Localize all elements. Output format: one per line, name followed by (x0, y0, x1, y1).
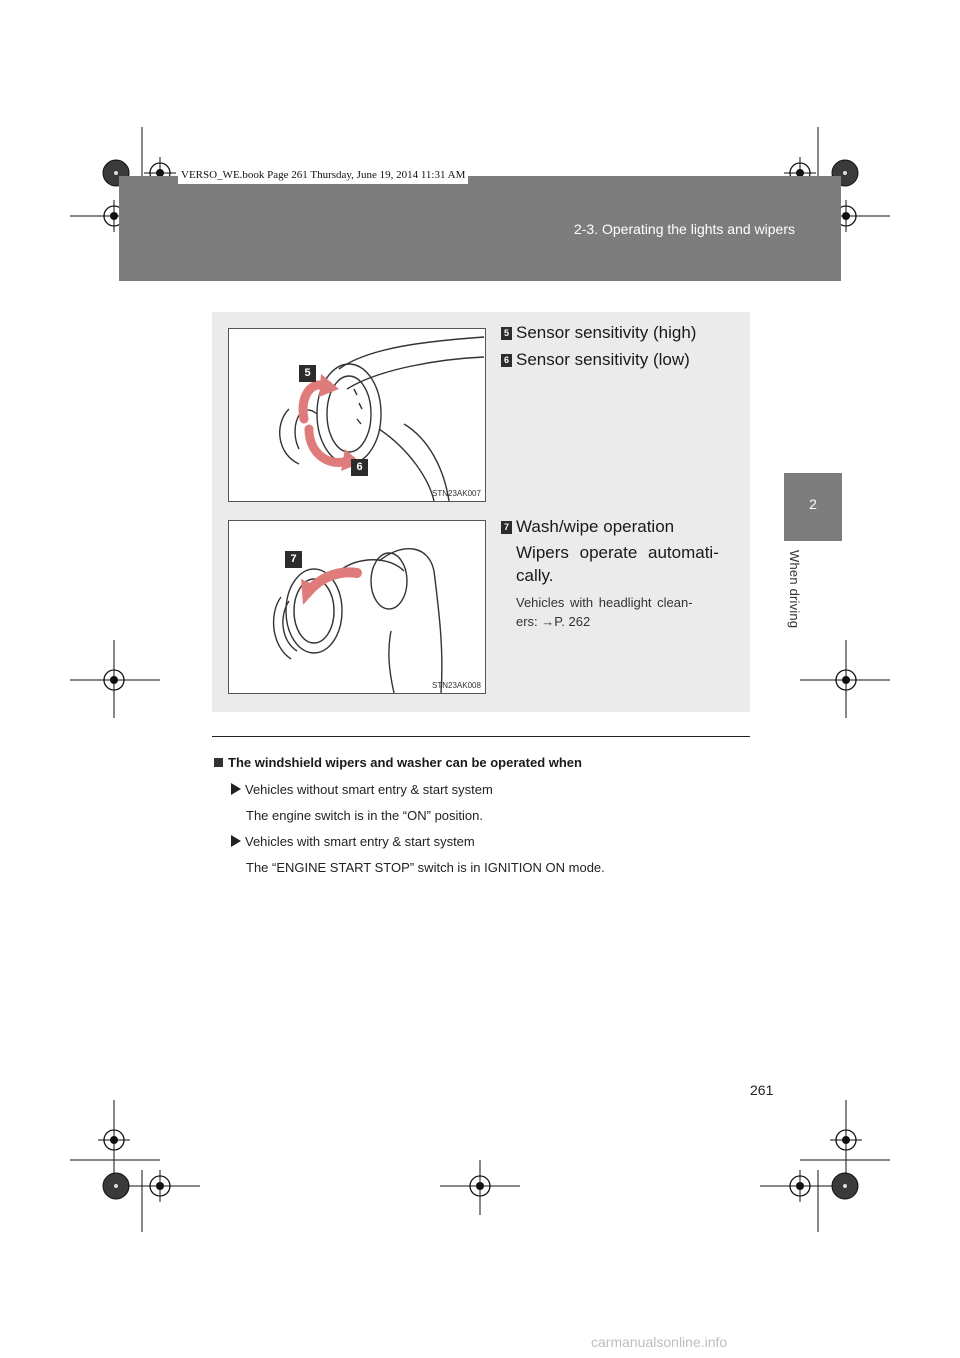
note-heading (214, 755, 582, 770)
triangle-bullet-icon (231, 835, 241, 847)
note-case-1-text: The engine switch is in the “ON” position. (246, 808, 483, 823)
figure-callout-6: 6 (351, 459, 368, 476)
item-7-description-line1: Wipers operate automati- (516, 543, 719, 562)
item-7-note-line2: ers: →P. 262 (516, 614, 591, 629)
page-number: 261 (750, 1082, 774, 1098)
chapter-tab (784, 473, 842, 541)
item-number-5: 5 (501, 327, 512, 340)
figure-code: STN23AK008 (432, 681, 481, 690)
item-text-7: Wash/wipe operation (516, 517, 675, 536)
section-divider (212, 736, 750, 737)
triangle-bullet-icon (231, 783, 241, 795)
figure-callout-7: 7 (285, 551, 302, 568)
section-title: 2-3. Operating the lights and wipers (573, 221, 795, 237)
wash-wipe-illustration-icon (229, 521, 485, 693)
book-info-stamp: VERSO_WE.book Page 261 Thursday, June 19, 2014 11:31 AM (178, 166, 468, 184)
figure-sensor-sensitivity (228, 328, 486, 502)
item-7-note-line1: Vehicles with headlight clean- (516, 595, 693, 610)
item-7-description-line2: cally. (516, 566, 554, 585)
note-case-1-label: Vehicles without smart entry & start system (231, 782, 493, 797)
square-bullet-icon (214, 758, 223, 767)
note-case-2-text: The “ENGINE START STOP” switch is in IGNITION ON mode. (246, 860, 605, 875)
chapter-number: 2 (809, 496, 817, 512)
footer-watermark: carmanualsonline.info (591, 1334, 728, 1350)
note-heading-text: The windshield wipers and washer can be operated when (228, 755, 582, 770)
note-case-2-label: Vehicles with smart entry & start system (231, 834, 475, 849)
figure-code: STN23AK007 (432, 489, 481, 498)
figure-wash-wipe (228, 520, 486, 694)
item-text-5: Sensor sensitivity (high) (516, 323, 697, 342)
item-text-6: Sensor sensitivity (low) (516, 350, 690, 369)
chapter-label: When driving (787, 550, 802, 629)
figure-callout-5: 5 (299, 365, 316, 382)
item-number-6: 6 (501, 354, 512, 367)
item-number-7: 7 (501, 521, 512, 534)
footer-strip (0, 1328, 960, 1358)
